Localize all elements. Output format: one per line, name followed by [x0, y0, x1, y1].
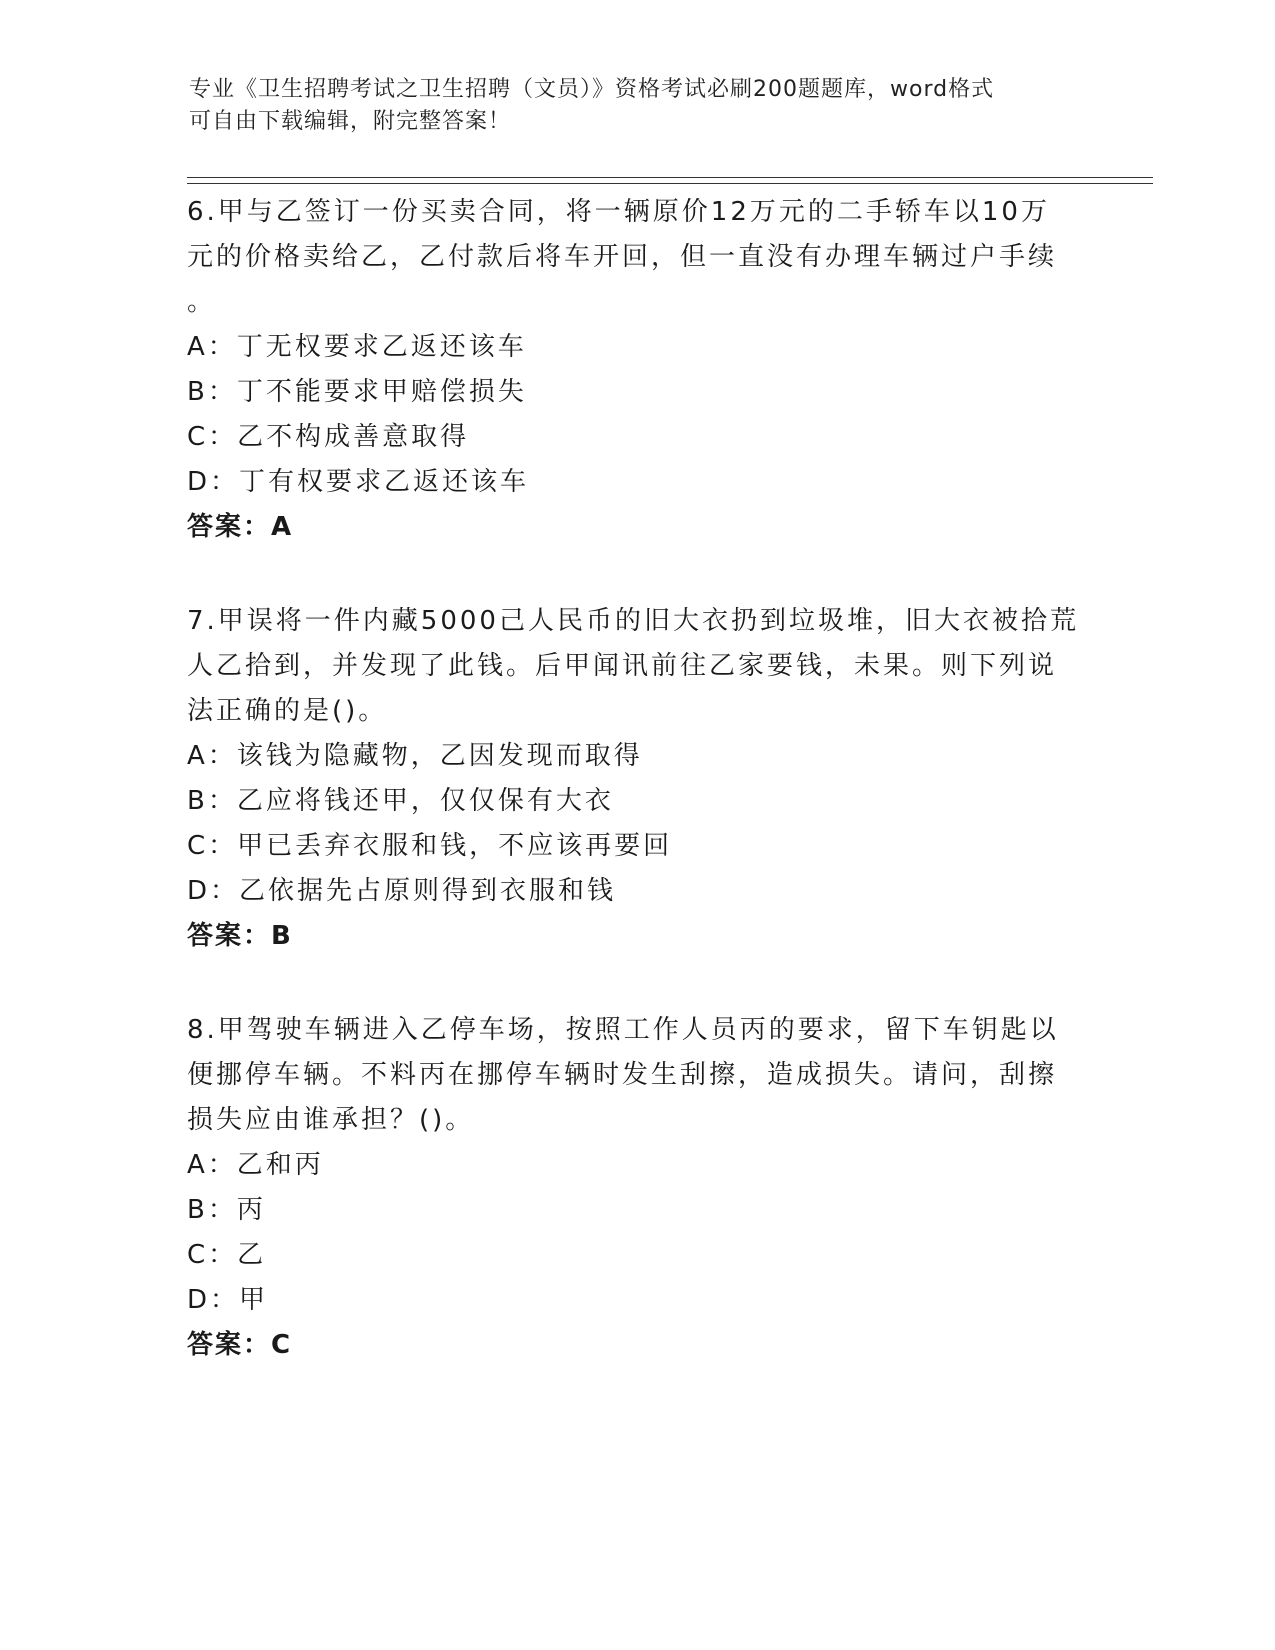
option-d: D：甲: [187, 1285, 269, 1315]
answer-label: 答案：B: [187, 921, 293, 951]
stem-line: 人乙拾到，并发现了此钱。后甲闻讯前往乙家要钱，未果。则下列说: [187, 651, 1058, 681]
stem-line: 8.甲驾驶车辆进入乙停车场，按照工作人员丙的要求，留下车钥匙以: [187, 1015, 1059, 1045]
option-a: A：丁无权要求乙返还该车: [187, 332, 527, 362]
header-line-2: 可自由下载编辑，附完整答案！: [189, 109, 512, 134]
stem-line: 损失应由谁承担？()。: [187, 1105, 475, 1135]
header-divider-top: [187, 177, 1153, 178]
question-stem: [187, 1008, 1077, 1143]
stem-line: 。: [187, 287, 217, 317]
answer-label: 答案：A: [187, 512, 294, 542]
option-b: B：乙应将钱还甲，仅仅保有大衣: [187, 786, 614, 816]
stem-line: 元的价格卖给乙，乙付款后将车开回，但一直没有办理车辆过户手续: [187, 242, 1058, 272]
question-8: [187, 1008, 1077, 1368]
header-divider-bottom: [187, 183, 1153, 184]
answer-label: 答案：C: [187, 1330, 293, 1360]
question-6: [187, 190, 1077, 550]
header-line-1: 专业《卫生招聘考试之卫生招聘（文员）》资格考试必刷200题题库，word格式: [189, 77, 995, 102]
option-a: A：乙和丙: [187, 1150, 324, 1180]
question-stem: [187, 599, 1077, 734]
stem-line: 7.甲误将一件内藏5000己人民币的旧大衣扔到垃圾堆，旧大衣被拾荒: [187, 606, 1079, 636]
stem-line: 6.甲与乙签订一份买卖合同，将一辆原价12万元的二手轿车以10万: [187, 197, 1050, 227]
option-d: D：乙依据先占原则得到衣服和钱: [187, 876, 617, 906]
document-header: [189, 74, 1089, 138]
stem-line: 便挪停车辆。不料丙在挪停车辆时发生刮擦，造成损失。请问，刮擦: [187, 1060, 1058, 1090]
option-b: B：丙: [187, 1195, 266, 1225]
question-stem: [187, 190, 1077, 325]
option-c: C：乙: [187, 1240, 267, 1270]
option-a: A：该钱为隐藏物，乙因发现而取得: [187, 741, 643, 771]
question-7: [187, 599, 1077, 959]
option-d: D：丁有权要求乙返还该车: [187, 467, 530, 497]
option-c: C：乙不构成善意取得: [187, 422, 470, 452]
stem-line: 法正确的是()。: [187, 696, 388, 726]
option-c: C：甲已丢弃衣服和钱，不应该再要回: [187, 831, 673, 861]
option-b: B：丁不能要求甲赔偿损失: [187, 377, 527, 407]
